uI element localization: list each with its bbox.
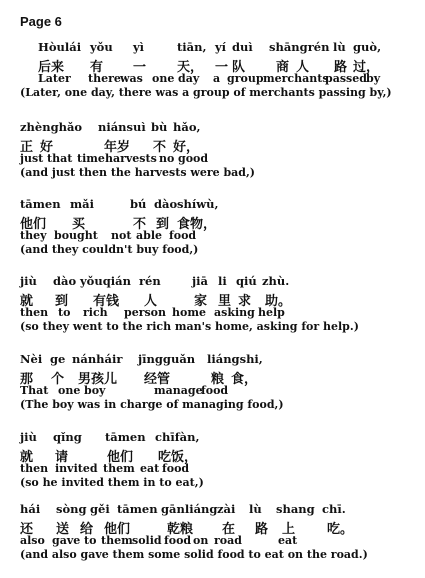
gloss-word: group xyxy=(227,72,264,85)
gloss-word: day xyxy=(178,72,200,85)
hanzi-word: 商 xyxy=(276,60,290,75)
gloss-word: time xyxy=(77,152,105,165)
gloss-word: them xyxy=(103,462,135,475)
sentence-block xyxy=(20,120,420,181)
gloss-word: Later xyxy=(38,72,71,85)
pinyin-word: yì xyxy=(133,40,145,54)
hanzi-word: 人 xyxy=(144,294,158,309)
hanzi-word: 乾粮 xyxy=(167,522,194,537)
hanzi-word: 个 xyxy=(51,372,65,387)
hanzi-word: 吃。 xyxy=(327,522,354,537)
gloss-word: good xyxy=(178,152,209,165)
gloss-word: one xyxy=(152,72,175,85)
translation-line: (The boy was in charge of managing food,) xyxy=(20,398,284,411)
translation-line: (so he invited them in to eat,) xyxy=(20,476,204,489)
sentence-block xyxy=(20,430,420,491)
gloss-word: them xyxy=(101,534,133,547)
gloss-word: help xyxy=(258,306,285,319)
hanzi-word: 不 xyxy=(133,217,147,232)
pinyin-word: tāmen xyxy=(20,197,61,211)
hanzi-word: 有 xyxy=(90,60,104,75)
gloss-line xyxy=(20,72,420,86)
hanzi-line xyxy=(20,56,420,75)
hanzi-word: 正 xyxy=(20,140,34,155)
pinyin-word: hái xyxy=(20,502,41,516)
pinyin-word: li xyxy=(218,274,227,288)
gloss-word: was xyxy=(120,72,143,85)
gloss-word: able xyxy=(136,229,162,242)
gloss-word: passed xyxy=(325,72,367,85)
pinyin-line xyxy=(20,274,420,290)
hanzi-line xyxy=(20,518,420,537)
gloss-word: a xyxy=(213,72,221,85)
pinyin-word: jiù xyxy=(20,274,37,288)
hanzi-word: 给 xyxy=(80,522,94,537)
hanzi-word: 还 xyxy=(20,522,34,537)
pinyin-word: qǐng xyxy=(53,430,82,444)
gloss-word: asking xyxy=(214,306,255,319)
gloss-word: there xyxy=(88,72,121,85)
gloss-word: one xyxy=(58,384,81,397)
gloss-line xyxy=(20,306,420,320)
hanzi-word: 求 xyxy=(238,294,252,309)
translation-line: (and just then the harvests were bad,) xyxy=(20,166,255,179)
hanzi-word: 助。 xyxy=(265,294,292,309)
hanzi-word: 男孩儿 xyxy=(78,372,118,387)
hanzi-word: 路 xyxy=(255,522,269,537)
page-number: Page 6 xyxy=(20,14,62,29)
hanzi-word: 吃饭， xyxy=(158,450,198,465)
translation-line: (so they went to the rich man's home, asking for help.) xyxy=(20,320,359,333)
hanzi-word: 就 xyxy=(20,450,34,465)
pinyin-line xyxy=(20,197,420,213)
pinyin-word: lù xyxy=(249,502,262,516)
pinyin-word: mǎi xyxy=(70,197,94,211)
pinyin-word: Hòulái xyxy=(38,40,82,54)
hanzi-word: 在 xyxy=(222,522,236,537)
hanzi-word: 不 xyxy=(153,140,167,155)
pinyin-word: zhènghǎo xyxy=(20,120,83,134)
pinyin-word: yǒu xyxy=(90,40,113,54)
pinyin-line xyxy=(20,430,420,446)
hanzi-line xyxy=(20,446,420,465)
hanzi-word: 里 xyxy=(218,294,232,309)
pinyin-word: niánsuì xyxy=(98,120,146,134)
hanzi-word: 就 xyxy=(20,294,34,309)
gloss-word: boy xyxy=(84,384,106,397)
gloss-word: to xyxy=(58,306,71,319)
gloss-word: then xyxy=(20,306,49,319)
hanzi-line xyxy=(20,136,420,155)
hanzi-line xyxy=(20,213,420,232)
gloss-word: on xyxy=(193,534,209,547)
hanzi-word: 请 xyxy=(55,450,69,465)
hanzi-word: 一 xyxy=(215,60,229,75)
pinyin-word: hǎo, xyxy=(173,120,201,134)
pinyin-word: dào xyxy=(53,274,77,288)
hanzi-word: 经管 xyxy=(144,372,171,387)
pinyin-word: chī. xyxy=(322,502,346,516)
sentence-block xyxy=(20,197,420,258)
pinyin-line xyxy=(20,352,420,368)
pinyin-word: Nèi xyxy=(20,352,43,366)
gloss-word: manage xyxy=(154,384,203,397)
gloss-word: road xyxy=(214,534,242,547)
sentence-block xyxy=(20,502,420,563)
gloss-word: gave xyxy=(52,534,81,547)
gloss-word: they xyxy=(20,229,47,242)
hanzi-word: 有钱 xyxy=(93,294,120,309)
pinyin-word: bù xyxy=(151,120,168,134)
sentence-block xyxy=(20,352,420,413)
gloss-word: no xyxy=(159,152,175,165)
gloss-line xyxy=(20,384,420,398)
pinyin-word: guò, xyxy=(353,40,382,54)
pinyin-word: gěi xyxy=(90,502,110,516)
gloss-word: food xyxy=(169,229,197,242)
hanzi-word: 路 xyxy=(334,60,348,75)
pinyin-word: bú xyxy=(130,197,147,211)
pinyin-word: ge xyxy=(50,352,66,366)
pinyin-word: dào xyxy=(154,197,178,211)
pinyin-word: duì xyxy=(232,40,253,54)
gloss-word: rich xyxy=(83,306,108,319)
hanzi-word: 送 xyxy=(56,522,70,537)
gloss-word: home xyxy=(172,306,206,319)
pinyin-word: chīfàn, xyxy=(155,430,200,444)
hanzi-word: 食物， xyxy=(177,217,217,232)
hanzi-line xyxy=(20,368,420,387)
pinyin-line xyxy=(20,502,420,518)
pinyin-word: sòng xyxy=(56,502,87,516)
pinyin-word: tāmen xyxy=(117,502,158,516)
pinyin-word: qiú xyxy=(236,274,257,288)
gloss-word: invited xyxy=(55,462,98,475)
gloss-word: to xyxy=(84,534,97,547)
pinyin-word: nánháir xyxy=(72,352,123,366)
gloss-word: food xyxy=(201,384,229,397)
hanzi-word: 家 xyxy=(194,294,208,309)
hanzi-word: 一 xyxy=(133,60,147,75)
hanzi-line xyxy=(20,290,420,309)
gloss-word: food xyxy=(162,462,190,475)
pinyin-word: shang xyxy=(276,502,315,516)
hanzi-word: 后来 xyxy=(38,60,65,75)
gloss-word: also xyxy=(20,534,45,547)
gloss-word: merchants xyxy=(263,72,329,85)
gloss-word: not xyxy=(111,229,132,242)
hanzi-word: 他们 xyxy=(20,217,47,232)
pinyin-line xyxy=(20,120,420,136)
hanzi-word: 到 xyxy=(156,217,170,232)
hanzi-word: 那 xyxy=(20,372,34,387)
gloss-word: eat xyxy=(278,534,298,547)
pinyin-word: shíwù, xyxy=(177,197,219,211)
gloss-word: eat xyxy=(140,462,160,475)
gloss-word: that xyxy=(47,152,73,165)
hanzi-word: 好 xyxy=(40,140,54,155)
hanzi-word: 上 xyxy=(282,522,296,537)
pinyin-word: yí xyxy=(215,40,227,54)
gloss-word: bought xyxy=(54,229,98,242)
pinyin-word: yǒuqián xyxy=(80,274,131,288)
pinyin-line xyxy=(20,40,420,56)
hanzi-word: 好， xyxy=(173,140,200,155)
sentence-block xyxy=(20,40,420,101)
gloss-word: then xyxy=(20,462,49,475)
hanzi-word: 他们 xyxy=(107,450,134,465)
gloss-line xyxy=(20,229,420,243)
translation-line: (and they couldn't buy food,) xyxy=(20,243,199,256)
pinyin-word: jīngguǎn xyxy=(138,352,196,366)
gloss-word: person xyxy=(124,306,167,319)
gloss-word: by xyxy=(366,72,381,85)
hanzi-word: 买 xyxy=(72,217,86,232)
pinyin-word: liángshi, xyxy=(207,352,263,366)
translation-line: (Later, one day, there was a group of merchants passing by,) xyxy=(20,86,392,99)
hanzi-word: 他们 xyxy=(104,522,131,537)
pinyin-word: gānliáng xyxy=(161,502,218,516)
pinyin-word: tiān, xyxy=(177,40,207,54)
gloss-word: That xyxy=(20,384,49,397)
pinyin-word: zài xyxy=(217,502,236,516)
pinyin-word: jiù xyxy=(20,430,37,444)
gloss-word: just xyxy=(20,152,44,165)
hanzi-word: 粮 xyxy=(211,372,225,387)
pinyin-word: tāmen xyxy=(105,430,146,444)
hanzi-word: 队 xyxy=(232,60,246,75)
pinyin-word: shāngrén xyxy=(269,40,330,54)
hanzi-word: 人 xyxy=(296,60,310,75)
pinyin-word: lù xyxy=(333,40,346,54)
hanzi-word: 年岁 xyxy=(104,140,131,155)
pinyin-word: zhù. xyxy=(262,274,290,288)
sentence-block xyxy=(20,274,420,335)
hanzi-word: 过， xyxy=(353,60,380,75)
pinyin-word: rén xyxy=(139,274,161,288)
pinyin-word: jiā xyxy=(192,274,208,288)
hanzi-word: 天， xyxy=(177,60,204,75)
gloss-line xyxy=(20,462,420,476)
gloss-word: food xyxy=(164,534,192,547)
gloss-line xyxy=(20,534,420,548)
translation-line: (and also gave them some solid food to eat on the road.) xyxy=(20,548,368,561)
gloss-line xyxy=(20,152,420,166)
gloss-word: solid xyxy=(132,534,162,547)
hanzi-word: 食， xyxy=(231,372,258,387)
hanzi-word: 到 xyxy=(55,294,69,309)
gloss-word: harvests xyxy=(105,152,157,165)
